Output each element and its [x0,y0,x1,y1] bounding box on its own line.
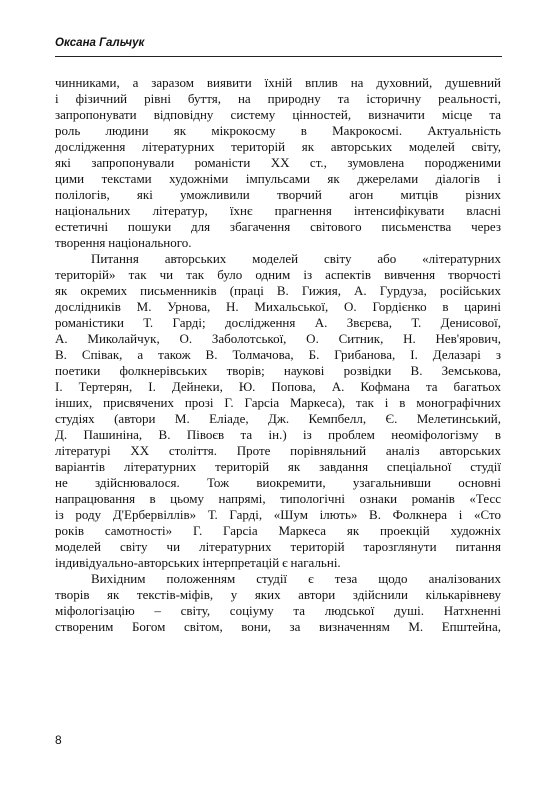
text-line: Вихідним положенням студії є теза щодо аналізованих [91,571,501,586]
text-line: національних літератур, їхнє прагнення інтенсифікувати власні [55,203,501,218]
text-line: дослідників М. Урнова, Н. Михальської, О. Гордієнко в царині [55,299,501,314]
text-line: полілогів, які уможливили творчий агон митців різних [55,187,501,202]
text-line: запропонувати відповідну систему цінностей, визначити місце та [55,107,501,122]
author-name: Оксана Гальчук [55,37,145,49]
text-line: творення національного. [55,235,192,250]
text-line: територій» так чи так було одним із аспектів вивчення творчості [55,267,501,282]
text-line: як окремих письменників (праці В. Гижия, А. Гурдуза, російських [55,283,501,298]
text-line: А. Миколайчук, О. Заболотської, О. Ситник, Н. Нев'ярович, [55,331,501,346]
text-line: напрацювання в цьому напрямі, типологічні ознаки романів «Тесс [55,491,501,506]
text-line: індивідуально-авторських інтерпретацій є нагальні. [55,555,341,570]
text-line: творів як текстів-міфів, у яких автори здійснили кількарівневу [55,587,501,602]
text-line: роль людини як мікрокосму в Макрокосмі. Актуальність [55,123,501,138]
page-number: 8 [55,733,62,747]
text-line: Питання авторських моделей світу або «літературних [91,251,501,266]
text-line: варіантів літературних територій як завдання спеціальної студії [55,459,501,474]
text-line: І. Тертерян, І. Дейнеки, Ю. Попова, А. Кофмана та багатьох [55,379,501,394]
text-line: літературі ХХ століття. Проте порівняльний аналіз авторських [55,443,501,458]
text-line: не здійснювалося. Тож виокремити, узагальнивши основні [55,475,501,490]
body-text [55,75,501,635]
text-line: Д. Пашиніна, В. Півоєв та ін.) із проблем неоміфологізму в [55,427,501,442]
text-line: які запропонували романісти ХХ ст., зумовлена породженими [55,155,501,170]
text-line: і фізичний рівні буття, на природну та історичну реальності, [55,91,501,106]
text-line: студіях (автори М. Еліаде, Дж. Кемпбелл, Є. Мелетинський, [55,411,501,426]
text-line: цими текстами художніми імпульсами як джерелами діалогів і [55,171,501,186]
text-line: років самотності» Г. Гарсіа Маркеса як проекцій художніх [55,523,501,538]
text-line: романістики Т. Гарді; дослідження А. Звєрєва, Т. Денисової, [55,315,501,330]
text-line: із роду Д'Ербервіллів» Т. Гарді, «Шум ілють» В. Фолкнера і «Сто [55,507,501,522]
text-line: створеним Богом світом, вони, за визначенням М. Епштейна, [55,619,501,634]
text-line: моделей світу чи літературних територій тарозглянути питання [55,539,501,554]
text-line: естетичні пошуки для збагачення світового письменства через [55,219,501,234]
text-line: В. Співак, а також В. Толмачова, Б. Грибанова, І. Делазарі з [55,347,501,362]
text-line: дослідження літературних територій як авторських моделей світу, [55,139,501,154]
running-header [55,36,500,50]
text-line: поетики фолкнерівських творів; наукові розвідки В. Земськова, [55,363,501,378]
text-line: інших, присвячених прозі Г. Гарсіа Маркеса), так і в монографічних [55,395,501,410]
text-line: чинниками, а заразом виявити їхній вплив на духовний, душевний [55,75,501,90]
header-rule [55,56,502,57]
text-line: міфологізацію – світу, соціуму та людської душі. Натхненні [55,603,501,618]
